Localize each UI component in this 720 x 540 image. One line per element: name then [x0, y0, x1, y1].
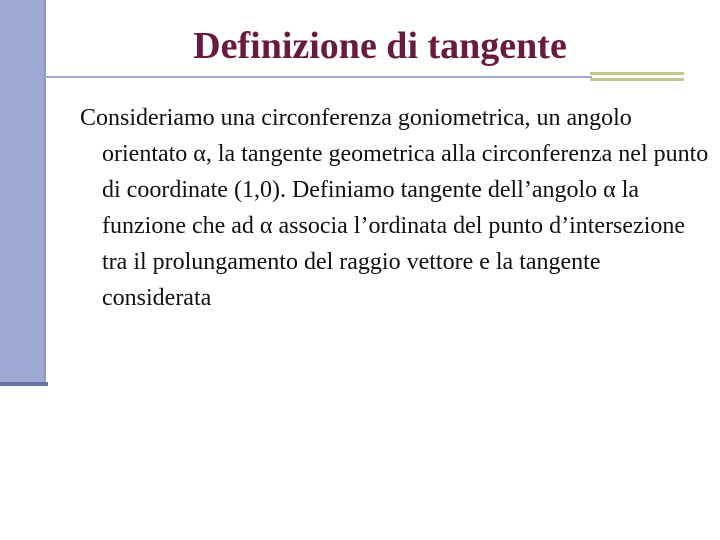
title-underline: [32, 76, 592, 78]
left-bar-bottom-edge: [0, 382, 48, 386]
slide-body-text: Consideriamo una circonferenza goniometrica, un angolo orientato α, la tangente geometrica alla circonferenza nel punto di coordinate (1,0). Definiamo tangente dell’angolo α la funzione che ad α associa l’ordinata del punto d’intersezione tra il prolungamento del raggio vettore e la tangente considerata: [80, 105, 709, 311]
slide-title: Definizione di tangente: [193, 25, 567, 67]
accent-stripe-bottom: [590, 78, 684, 81]
accent-stripe-top: [590, 72, 684, 75]
left-decorative-bar: [0, 0, 46, 384]
title-underline-accent: [590, 72, 684, 82]
